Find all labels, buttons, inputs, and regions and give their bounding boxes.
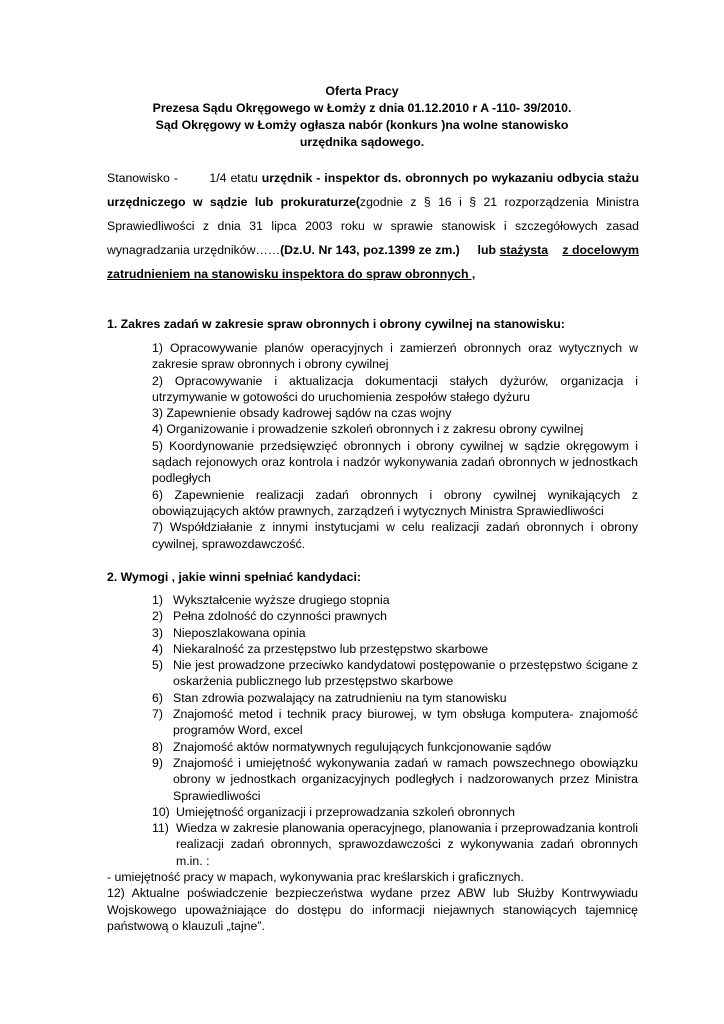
list-item: 5) Nie jest prowadzone przeciwko kandydatowi postępowanie o przestępstwo ścigane z oskarżenia publicznego lub przestępstwo skarbowe: [152, 658, 638, 689]
list-subitem: - umiejętność pracy w mapach, wykonywania prac kreślarskich i graficznych.: [107, 870, 524, 885]
list-item: 10) Umiejętność organizacji i przeprowadzania szkoleń obronnych: [152, 804, 516, 819]
list-item: 1) Opracowywanie planów operacyjnych i zamierzeń obronnych oraz wytycznych w zakresie spraw obronnych i obrony cywilnej: [152, 341, 638, 372]
list-item: 6) Zapewnienie realizacji zadań obronnych i obrony cywilnej wynikających z obowiązujących aktów prawnych, zarządzeń i wytycznych Ministra Sprawiedliwości: [152, 487, 638, 518]
intro-dz: (Dz.U. Nr 143, poz.1399 ze zm.): [280, 243, 460, 257]
list-item: 11) Wiedza w zakresie planowania operacyjnego, planowania i przeprowadzania kontroli realizacji zadań obronnych, sprawozdawczości z wykonywania zadań obronnych m.in. :: [152, 821, 638, 868]
list-item: 6) Stan zdrowia pozwalający na zatrudnieniu na tym stanowisku: [152, 690, 507, 705]
list-item: 4) Organizowanie i prowadzenie szkoleń obronnych i z zakresu obrony cywilnej: [152, 422, 584, 437]
header-reference: Prezesa Sądu Okręgowego w Łomży z dnia 01.12.2010 r A -110- 39/2010.: [152, 101, 572, 115]
section2-list: [107, 592, 638, 934]
document-header: [0, 83, 724, 151]
section1-list: [152, 340, 638, 552]
list-item: 3) Zapewnienie obsady kadrowej sądów na czas wojny: [152, 406, 452, 421]
intro-paragraph: [107, 166, 639, 286]
list-item: 5) Koordynowanie przedsięwzięć obronnych i obrony cywilnej w sądzie okręgowym i sądach rejonowych oraz kontrola i nadzór wykonywania zadań obronnych w jednostkach podległych: [152, 438, 638, 486]
list-item: 4) Niekaralność za przestępstwo lub przestępstwo skarbowe: [152, 641, 489, 656]
list-item: 12) Aktualne poświadczenie bezpieczeństwa wydane przez ABW lub Służby Kontrwywiadu Wojskowego upoważniające do dostępu do informacji niejawnych stanowiących tajemnicę państwową o klauzuli „tajne”.: [107, 886, 638, 933]
list-item: 2) Pełna zdolność do czynności prawnych: [152, 609, 387, 624]
intro-fraction: 1/4 etatu: [209, 171, 258, 185]
list-item: 7) Współdziałanie z innymi instytucjami w celu realizacji zadań obronnych i obrony cywilnej, sprawozdawczość.: [152, 520, 638, 551]
intro-target: z docelowym zatrudnieniem na stanowisku inspektora do spraw obronnych ,: [107, 243, 639, 281]
intro-lub: lub: [477, 243, 496, 257]
intro-position: urzędnik - inspektor ds. obronnych po wykazaniu odbycia stażu urzędniczego w sądzie lub prokuraturze(: [107, 171, 639, 209]
intro-stazysta: stażysta: [499, 243, 549, 257]
header-announcement: Sąd Okręgowy w Łomży ogłasza nabór (konkurs )na wolne stanowisko: [155, 118, 569, 132]
list-item: 9) Znajomość i umiejętność wykonywania zadań w ramach powszechnego obowiązku obrony w jednostkach organizacyjnych podległych i nadzorowanych przez Ministra Sprawiedliwości: [152, 755, 638, 803]
section2-title: 2. Wymogi , jakie winni spełniać kandydaci:: [107, 570, 361, 584]
list-item: 7) Znajomość metod i technik pracy biurowej, w tym obsługa komputera- znajomość programów Word, excel: [152, 707, 638, 738]
list-item: 8) Znajomość aktów normatywnych regulujących funkcjonowanie sądów: [152, 739, 551, 754]
list-item: 3) Nieposzlakowana opinia: [152, 625, 306, 640]
list-item: 2) Opracowywanie i aktualizacja dokumentacji stałych dyżurów, organizacja i utrzymywanie w gotowości do uruchomienia zespołów stałego dyżuru: [152, 373, 638, 404]
intro-label: Stanowisko -: [107, 171, 178, 185]
section1-title: 1. Zakres zadań w zakresie spraw obronnych i obrony cywilnej na stanowisku:: [107, 317, 565, 331]
header-position: urzędnika sądowego.: [299, 135, 425, 149]
header-title: Oferta Pracy: [325, 84, 399, 98]
list-item: 1) Wykształcenie wyższe drugiego stopnia: [152, 593, 390, 607]
intro-legal: zgodnie z § 16 i § 21 rozporządzenia Ministra Sprawiedliwości z dnia 31 lipca 2003 roku w sprawie stanowisk i szczegółowych zasad wynagradzania urzędników……: [107, 195, 640, 257]
